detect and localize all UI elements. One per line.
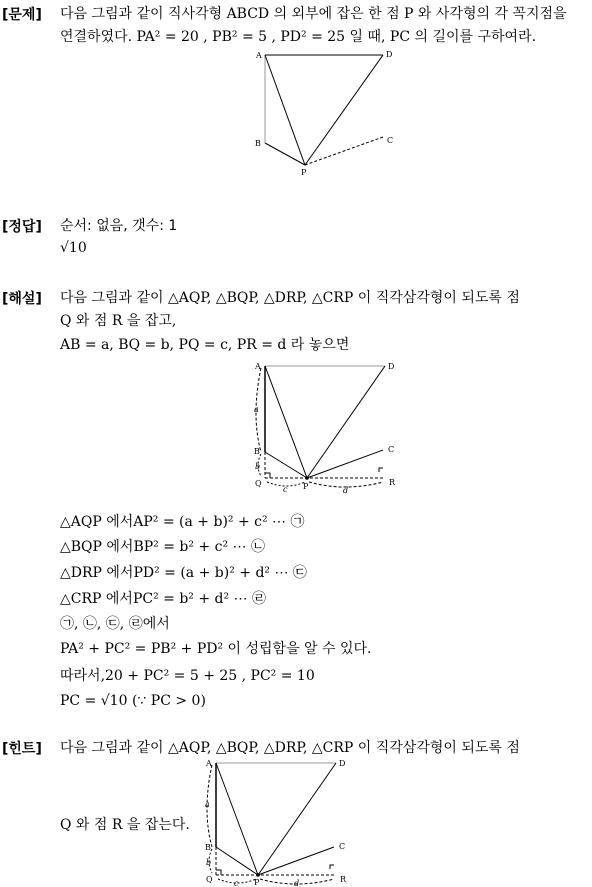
segment-CP — [258, 847, 334, 875]
problem-label: [문제] — [2, 7, 42, 23]
label-P: P — [301, 168, 307, 177]
label-C: C — [339, 842, 346, 851]
solution-line-1: 다음 그림과 같이 △AQP, △BQP, △DRP, △CRP 이 직각삼각형이 되도록 점 — [60, 290, 520, 306]
label-b: b — [255, 462, 261, 471]
solution-line-2: Q 와 점 R 을 잡고, — [60, 313, 177, 329]
label-c: c — [234, 879, 239, 887]
segment-CP — [305, 137, 383, 165]
right-angle-Q — [265, 473, 270, 478]
right-angle-Q — [216, 870, 221, 875]
segment-DP — [258, 763, 336, 875]
solution-eq-3: △DRP 에서PD² = (a + b)² + d² ⋯ ㉢ — [60, 565, 307, 581]
problem-line-2: 연결하였다. PA² = 20 , PB² = 5 , PD² = 25 일 때, PC 의 길이를 구하여라. — [60, 29, 537, 45]
right-angle-R — [330, 865, 334, 869]
label-Q: Q — [206, 875, 213, 884]
label-B: B — [205, 843, 211, 852]
segment-AP — [265, 55, 305, 165]
label-a: a — [205, 800, 210, 809]
solution-line-3: AB = a, BQ = b, PQ = c, PR = d 라 놓으면 — [60, 337, 350, 353]
segment-DP — [307, 366, 385, 478]
label-B: B — [255, 139, 261, 148]
point-P — [305, 476, 309, 480]
solution-eq-8: PC = √10 (∵ PC > 0) — [60, 693, 206, 709]
label-P: P — [254, 878, 260, 887]
answer-label: [정답] — [2, 219, 42, 235]
hint-line-2: Q 와 점 R 을 잡는다. — [60, 817, 190, 833]
label-D: D — [386, 50, 393, 59]
right-angle-R — [379, 468, 383, 472]
solution-eq-2: △BQP 에서BP² = b² + c² ⋯ ㉡ — [60, 539, 265, 555]
answer-line-1: 순서: 없음, 갯수: 1 — [60, 218, 178, 234]
label-b: b — [206, 858, 212, 867]
label-D: D — [388, 362, 395, 371]
solution-eq-5: ㉠, ㉡, ㉢, ㉣에서 — [60, 616, 170, 632]
solution-figure — [245, 356, 405, 494]
label-A: A — [256, 51, 262, 60]
label-P: P — [303, 482, 309, 491]
label-A: A — [255, 362, 261, 371]
hint-label: [힌트] — [2, 741, 42, 757]
segment-BP — [265, 452, 307, 478]
label-d: d — [343, 486, 349, 494]
label-C: C — [387, 136, 394, 145]
problem-figure — [250, 45, 410, 180]
solution-eq-7: 따라서,20 + PC² = 5 + 25 , PC² = 10 — [60, 668, 315, 684]
label-R: R — [389, 478, 396, 487]
solution-eq-4: △CRP 에서PC² = b² + d² ⋯ ㉣ — [60, 591, 266, 607]
segment-DP — [305, 55, 383, 165]
hint-figure — [196, 755, 356, 887]
label-Q: Q — [255, 479, 262, 488]
label-a: a — [254, 405, 259, 414]
label-A: A — [206, 759, 212, 768]
label-c: c — [283, 485, 288, 494]
hint-line-1: 다음 그림과 같이 △AQP, △BQP, △DRP, △CRP 이 직각삼각형이 되도록 점 — [60, 740, 520, 756]
segment-BP — [265, 143, 305, 165]
answer-value: √10 — [60, 240, 87, 256]
label-C: C — [388, 445, 395, 454]
segment-CP — [307, 450, 383, 478]
segment-BP — [216, 847, 258, 875]
label-d: d — [294, 879, 300, 887]
label-R: R — [340, 875, 347, 884]
solution-eq-6: PA² + PC² = PB² + PD² 이 성립함을 알 수 있다. — [60, 641, 372, 657]
point-P — [256, 873, 260, 877]
segment-AP — [265, 366, 307, 478]
label-B: B — [254, 447, 260, 456]
segment-AP — [216, 763, 258, 875]
problem-line-1: 다음 그림과 같이 직사각형 ABCD 의 외부에 잡은 한 점 P 와 사각형의 각 꼭지점을 — [60, 6, 567, 22]
label-D: D — [339, 759, 346, 768]
solution-label: [해설] — [2, 291, 42, 307]
solution-eq-1: △AQP 에서AP² = (a + b)² + c² ⋯ ㉠ — [60, 514, 305, 530]
